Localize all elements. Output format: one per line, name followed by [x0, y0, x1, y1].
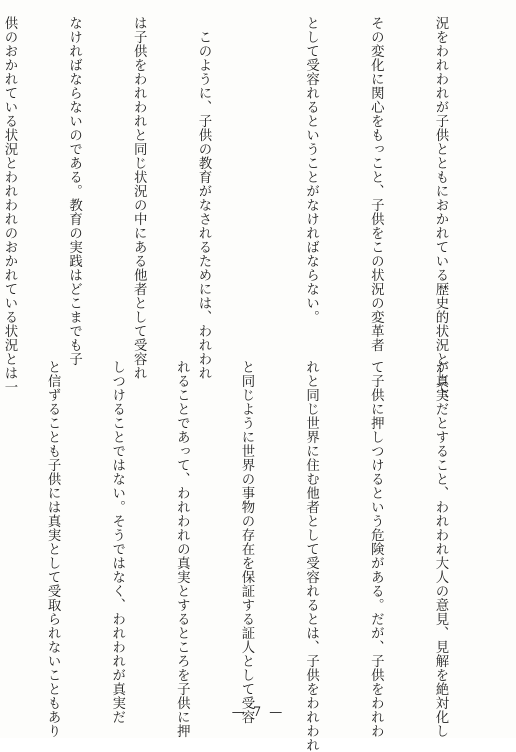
text-column: れることであって、われわれの真実とするところを子供に押: [174, 360, 190, 738]
text-column: と同じように世界の事物の存在を保証する証人として受容: [238, 360, 254, 724]
text-column: として受容れるということがなければならない。: [303, 16, 319, 324]
text-block-top: [1, 16, 494, 408]
text-column: 供のおかれている状況とわれわれのおかれている状況とは一: [1, 16, 17, 394]
text-block-bottom: [22, 360, 494, 752]
text-column: なければならないのである。教育の実践はどこまでも子: [66, 16, 82, 366]
page-number: — 7 —: [231, 705, 285, 720]
text-column: て子供に押しつけるという危険がある。だが、子供をわれわ: [368, 360, 384, 738]
text-column: れと同じ世界に住む他者として受容れるとは、子供をわれわれ: [303, 360, 319, 752]
text-column: は子供をわれわれと同じ状況の中にある他者として受容れ: [131, 16, 147, 380]
text-column: と信ずることも子供には真実として受取られないこともあり: [45, 360, 61, 738]
text-column: 況をわれわれが子供とともにおかれている歴史的状況として、: [432, 16, 448, 408]
text-column: その変化に関心をもっこと、子供をこの状況の変革者: [368, 16, 384, 352]
text-column: しつけることではない。そうではなく、われわれが真実だ: [109, 360, 125, 724]
text-column: が真実だとすること、われわれ大人の意見、見解を絶対化し: [432, 360, 448, 738]
text-column: このように、子供の教育がなされるためには、われわれ: [195, 16, 211, 380]
